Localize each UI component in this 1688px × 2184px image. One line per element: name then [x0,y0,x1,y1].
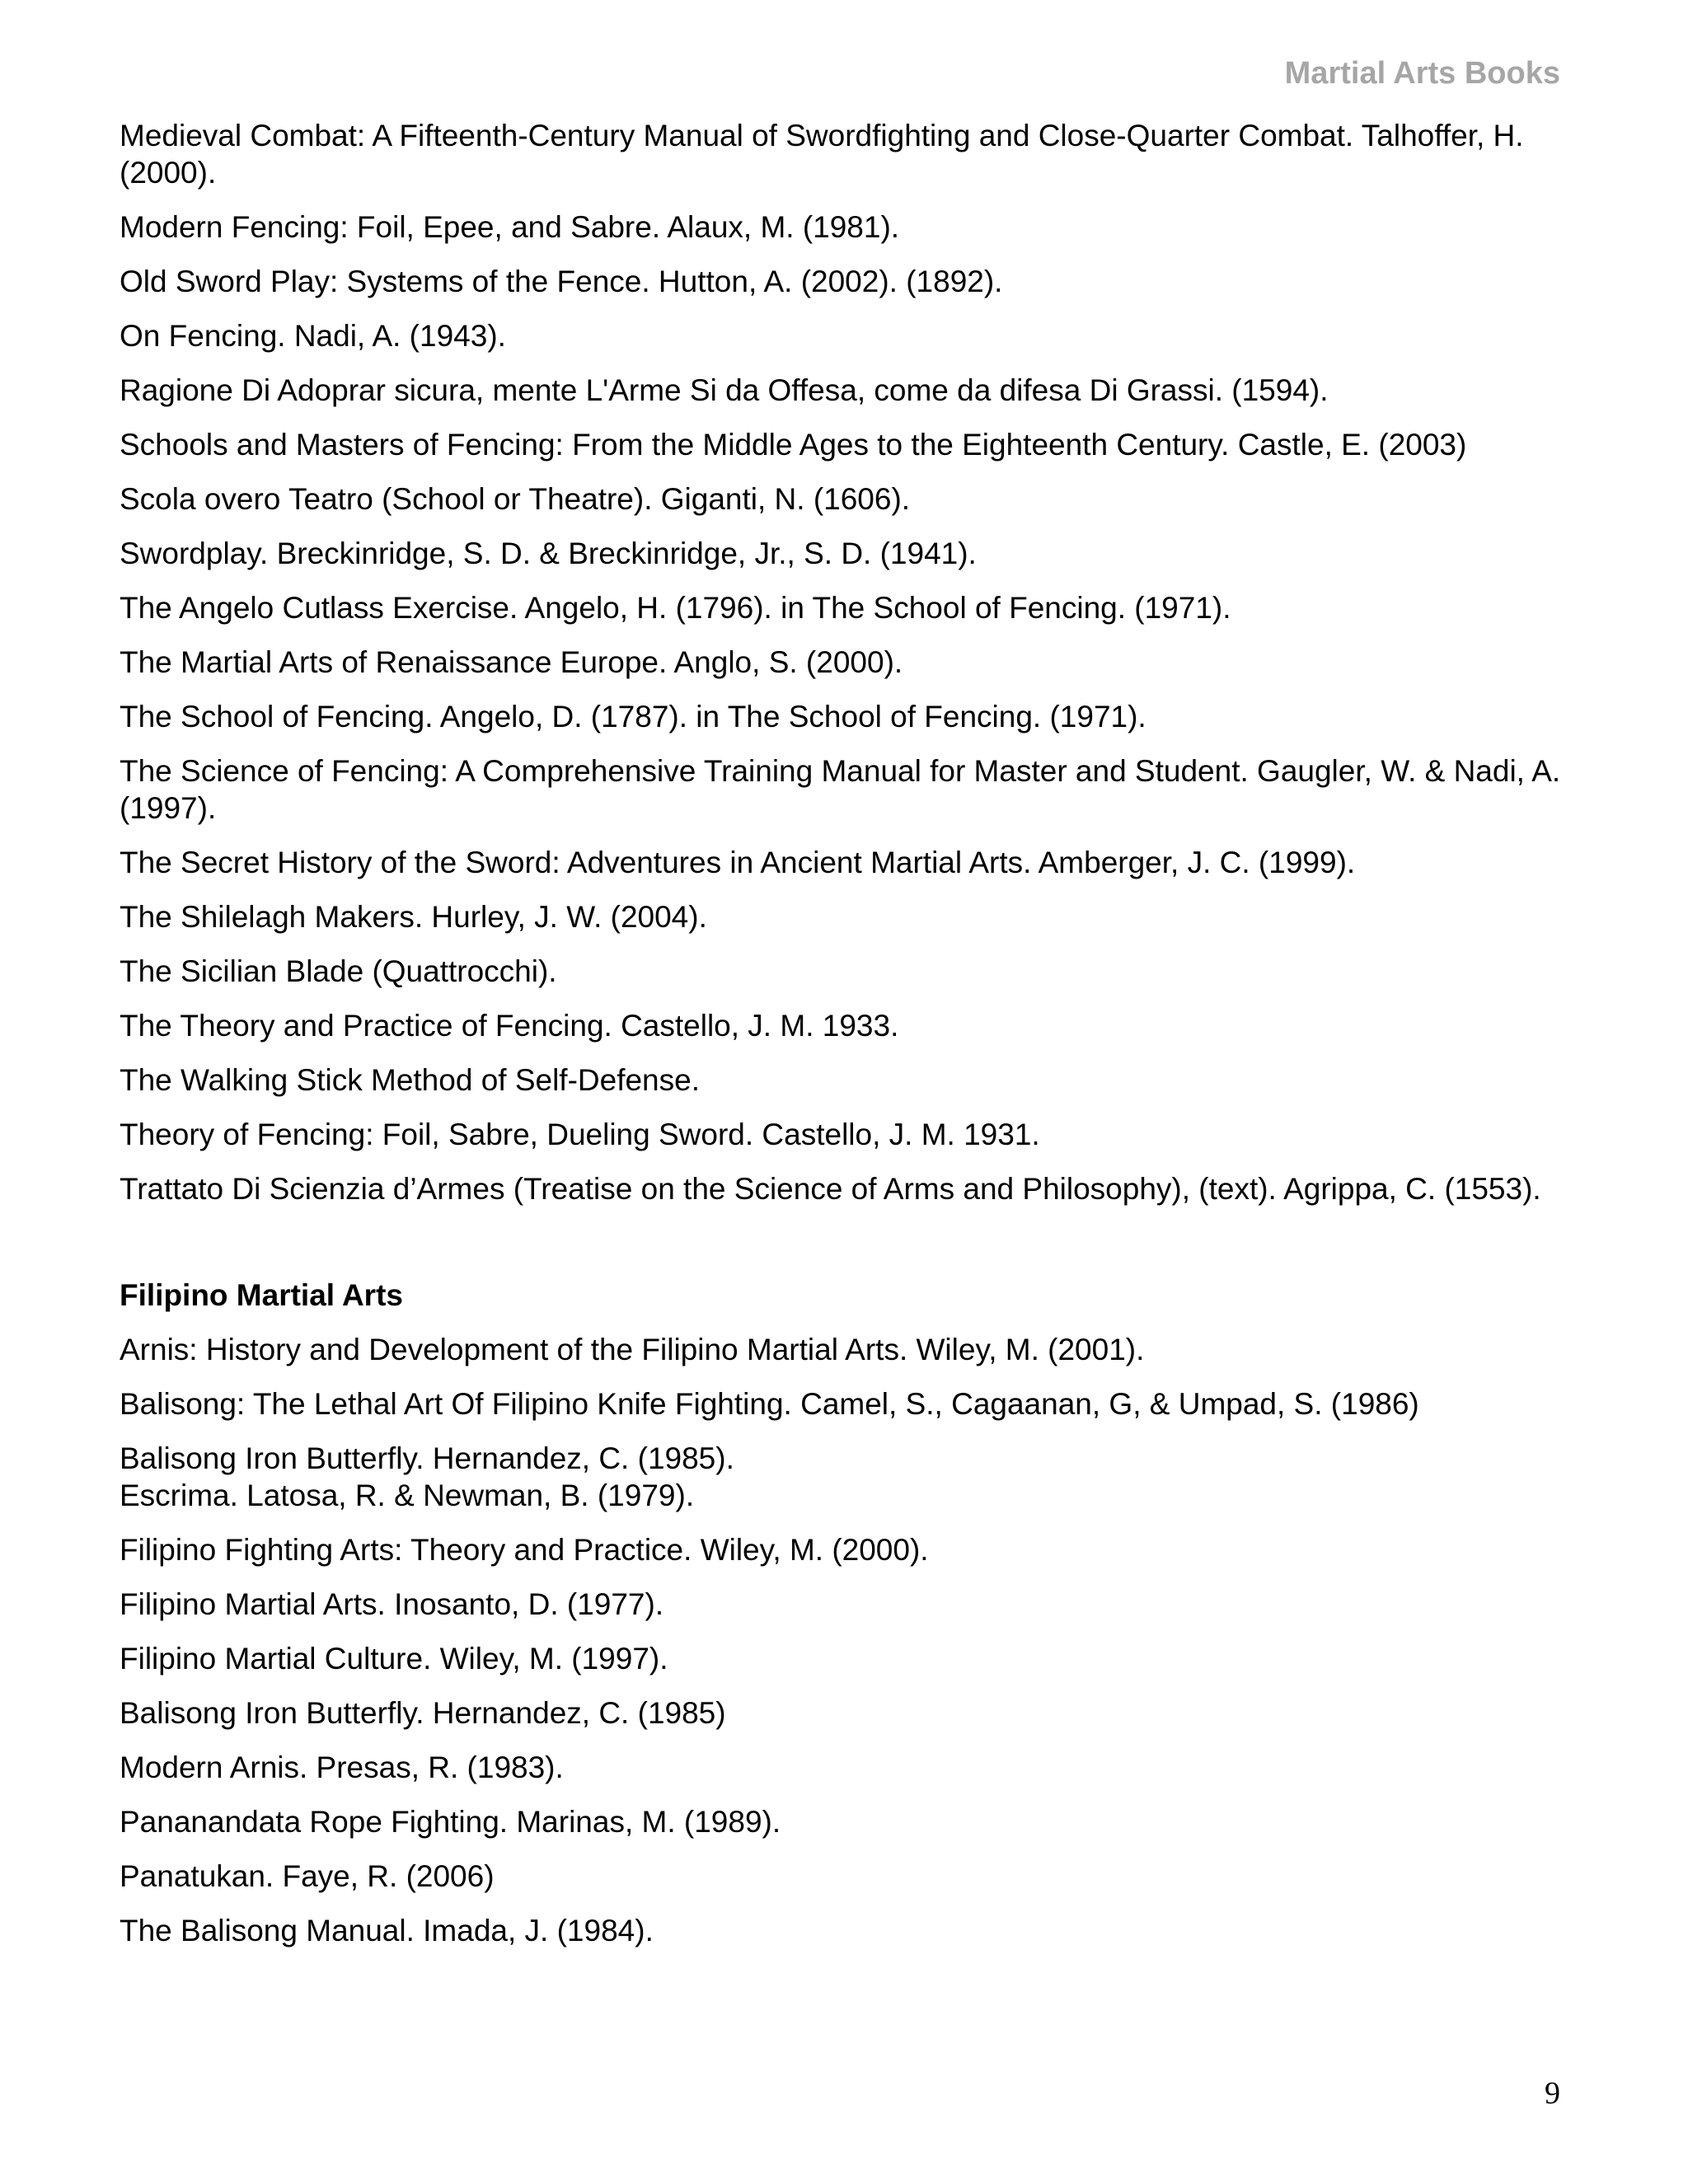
list-item: Swordplay. Breckinridge, S. D. & Breckinridge, Jr., S. D. (1941). [120,537,977,570]
running-header: Martial Arts Books [1284,56,1560,91]
list-item: The Angelo Cutlass Exercise. Angelo, H. (1796). in The School of Fencing. (1971). [120,591,1231,625]
list-item: Trattato Di Scienzia d’Armes (Treatise on the Science of Arms and Philosophy), (text). Agrippa, C. (1553). [120,1172,1541,1206]
list-item: Theory of Fencing: Foil, Sabre, Dueling Sword. Castello, J. M. 1931. [120,1118,1040,1151]
fencing-list [120,117,1570,1207]
list-item: The Sicilian Blade (Quattrocchi). [120,954,557,988]
list-item: Pananandata Rope Fighting. Marinas, M. (1989). [120,1805,781,1839]
list-item: Panatukan. Faye, R. (2006) [120,1859,495,1893]
document-body [120,117,1570,1966]
list-item: The Martial Arts of Renaissance Europe. Anglo, S. (2000). [120,645,903,679]
section-spacer [120,1225,1570,1277]
list-item: The Science of Fencing: A Comprehensive Training Manual for Master and Student. Gaugler, W. & Nadi, A. (1997). [120,754,1561,825]
list-item: Balisong Iron Butterfly. Hernandez, C. (1985) [120,1696,726,1730]
list-item: The Shilelagh Makers. Hurley, J. W. (2004). [120,900,707,934]
list-item: Filipino Fighting Arts: Theory and Practice. Wiley, M. (2000). [120,1533,929,1567]
page-number: 9 [1545,2076,1560,2111]
list-item: The Secret History of the Sword: Adventures in Ancient Martial Arts. Amberger, J. C. (1999). [120,846,1356,879]
section-heading: Filipino Martial Arts [120,1278,403,1312]
list-item: Medieval Combat: A Fifteenth-Century Manual of Swordfighting and Close-Quarter Combat. Talhoffer, H. (2000). [120,119,1524,190]
filipino-section [120,1277,1570,1949]
list-item: Old Sword Play: Systems of the Fence. Hutton, A. (2002). (1892). [120,265,1003,298]
list-item: On Fencing. Nadi, A. (1943). [120,319,506,353]
list-item: Balisong: The Lethal Art Of Filipino Knife Fighting. Camel, S., Cagaanan, G, & Umpad, S. (1986) [120,1387,1419,1421]
list-item: Balisong Iron Butterfly. Hernandez, C. (1985). [120,1441,734,1475]
list-item: Filipino Martial Arts. Inosanto, D. (1977). [120,1587,664,1621]
list-item: Escrima. Latosa, R. & Newman, B. (1979). [120,1479,695,1512]
list-item: Schools and Masters of Fencing: From the Middle Ages to the Eighteenth Century. Castle, E. (2003) [120,428,1467,462]
list-item: The Balisong Manual. Imada, J. (1984). [120,1914,654,1947]
list-item: The School of Fencing. Angelo, D. (1787). in The School of Fencing. (1971). [120,700,1146,733]
list-item: Scola overo Teatro (School or Theatre). Giganti, N. (1606). [120,482,911,516]
list-item: Arnis: History and Development of the Filipino Martial Arts. Wiley, M. (2001). [120,1333,1145,1366]
list-item: Ragione Di Adoprar sicura, mente L'Arme Si da Offesa, come da difesa Di Grassi. (1594). [120,373,1329,407]
list-item: The Theory and Practice of Fencing. Castello, J. M. 1933. [120,1009,899,1043]
list-item: The Walking Stick Method of Self-Defense. [120,1063,700,1097]
list-item: Filipino Martial Culture. Wiley, M. (1997). [120,1642,668,1675]
list-item: Modern Arnis. Presas, R. (1983). [120,1750,564,1784]
list-item: Modern Fencing: Foil, Epee, and Sabre. Alaux, M. (1981). [120,210,900,244]
